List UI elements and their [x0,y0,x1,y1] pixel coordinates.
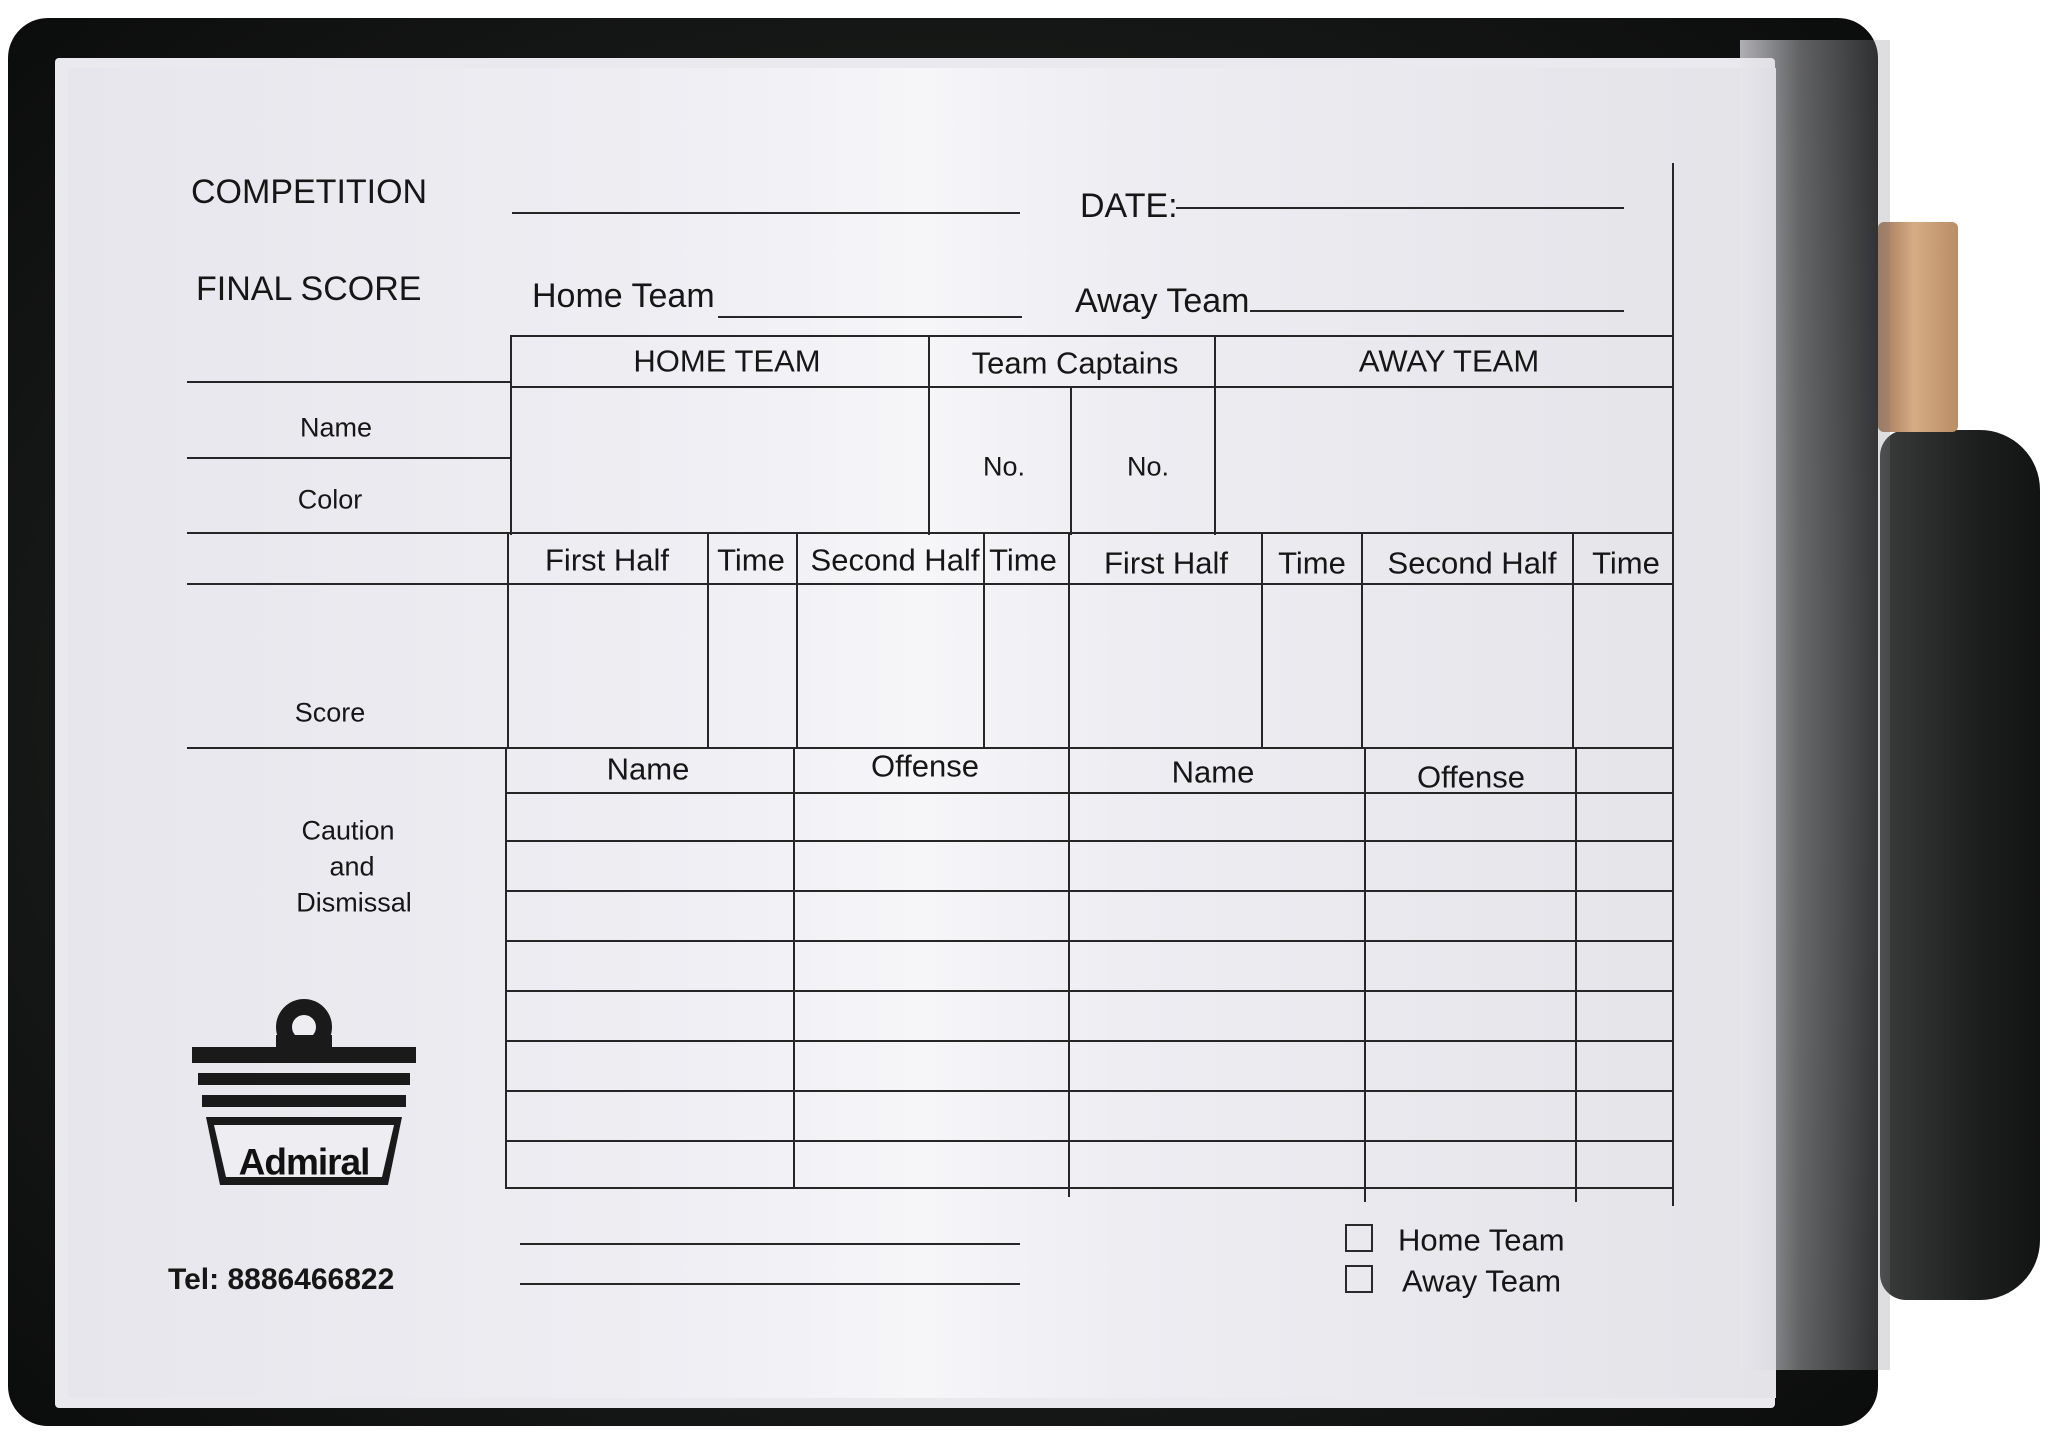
score-col-header: Time [1278,545,1346,581]
telephone-number: Tel: 8886466822 [168,1263,395,1296]
score-col-header: First Half [1104,545,1228,581]
score-col-header: Second Half [1387,545,1557,581]
caution-col-header: Name [606,751,690,787]
team-captains-heading: Team Captains [971,345,1179,381]
home-team-label: Home Team [532,277,715,315]
captain-away-no-label: No. [1126,451,1170,482]
caution-row-line[interactable] [505,890,1672,892]
col-divider [707,532,709,748]
score-label: Score [294,697,366,728]
admiral-brand-text: Admiral [238,1141,370,1183]
left-rule [187,457,510,459]
away-team-checkbox-label: Away Team [1402,1263,1562,1299]
pencil [1878,222,1958,432]
col-divider [1070,386,1072,535]
caution-label-line: Dismissal [296,887,412,918]
caution-col-header: Offense [1416,759,1526,795]
col-divider [796,532,798,748]
score-col-header: First Half [545,542,669,578]
col-divider [983,532,985,748]
col-divider [1364,747,1366,1202]
grid-left-border [507,532,509,748]
caution-row-line[interactable] [505,990,1672,992]
plastic-sleeve [1740,40,1890,1370]
away-team-label: Away Team [1075,282,1250,320]
caution-label-line: Caution [301,815,395,846]
caution-bottom-line [505,1187,1672,1189]
col-divider [928,335,930,535]
caution-row-line[interactable] [505,840,1672,842]
home-team-line[interactable] [718,316,1022,318]
col-divider [1575,747,1577,1202]
home-team-heading: HOME TEAM [633,343,821,379]
away-team-line[interactable] [1250,310,1624,312]
final-score-label: FINAL SCORE [196,270,422,308]
captains-top-line [510,335,1672,337]
col-divider [1068,532,1070,748]
away-team-checkbox[interactable] [1345,1265,1373,1293]
right-border [1672,163,1674,1206]
caution-label-line: and [329,851,375,882]
color-label: Color [297,484,363,515]
name-label: Name [299,412,373,443]
home-team-checkbox-label: Home Team [1398,1222,1565,1258]
date-label: DATE: [1080,187,1178,225]
caution-row-line[interactable] [505,1090,1672,1092]
caution-col-header: Name [1171,754,1255,790]
competition-label: COMPETITION [191,173,428,211]
col-divider [1261,532,1263,748]
col-divider [1361,532,1363,748]
grid-left-border [505,747,507,1187]
caution-col-header: Offense [870,748,980,784]
date-line[interactable] [1176,207,1624,209]
score-top-line [187,532,1672,534]
signature-line[interactable] [520,1243,1020,1245]
score-card [68,68,1776,1398]
score-col-header: Time [717,542,785,578]
col-divider [1068,747,1070,1197]
caution-row-line[interactable] [505,1140,1672,1142]
signature-line[interactable] [520,1283,1020,1285]
competition-line[interactable] [512,212,1020,214]
caution-row-line[interactable] [505,940,1672,942]
col-divider [1214,335,1216,535]
score-col-header: Time [1592,545,1660,581]
captains-header-line [510,386,1672,388]
col-divider [1572,532,1574,748]
left-rule [187,381,510,383]
score-header-line [187,583,1672,585]
pencil-holder-tab [1880,430,2040,1300]
score-col-header: Second Half [810,542,980,578]
captain-home-no-label: No. [982,451,1026,482]
caution-row-line[interactable] [505,1040,1672,1042]
home-team-checkbox[interactable] [1345,1224,1373,1252]
away-team-heading: AWAY TEAM [1358,343,1540,379]
grid-left-border [510,335,512,535]
col-divider [793,747,795,1187]
score-col-header: Time [989,542,1057,578]
